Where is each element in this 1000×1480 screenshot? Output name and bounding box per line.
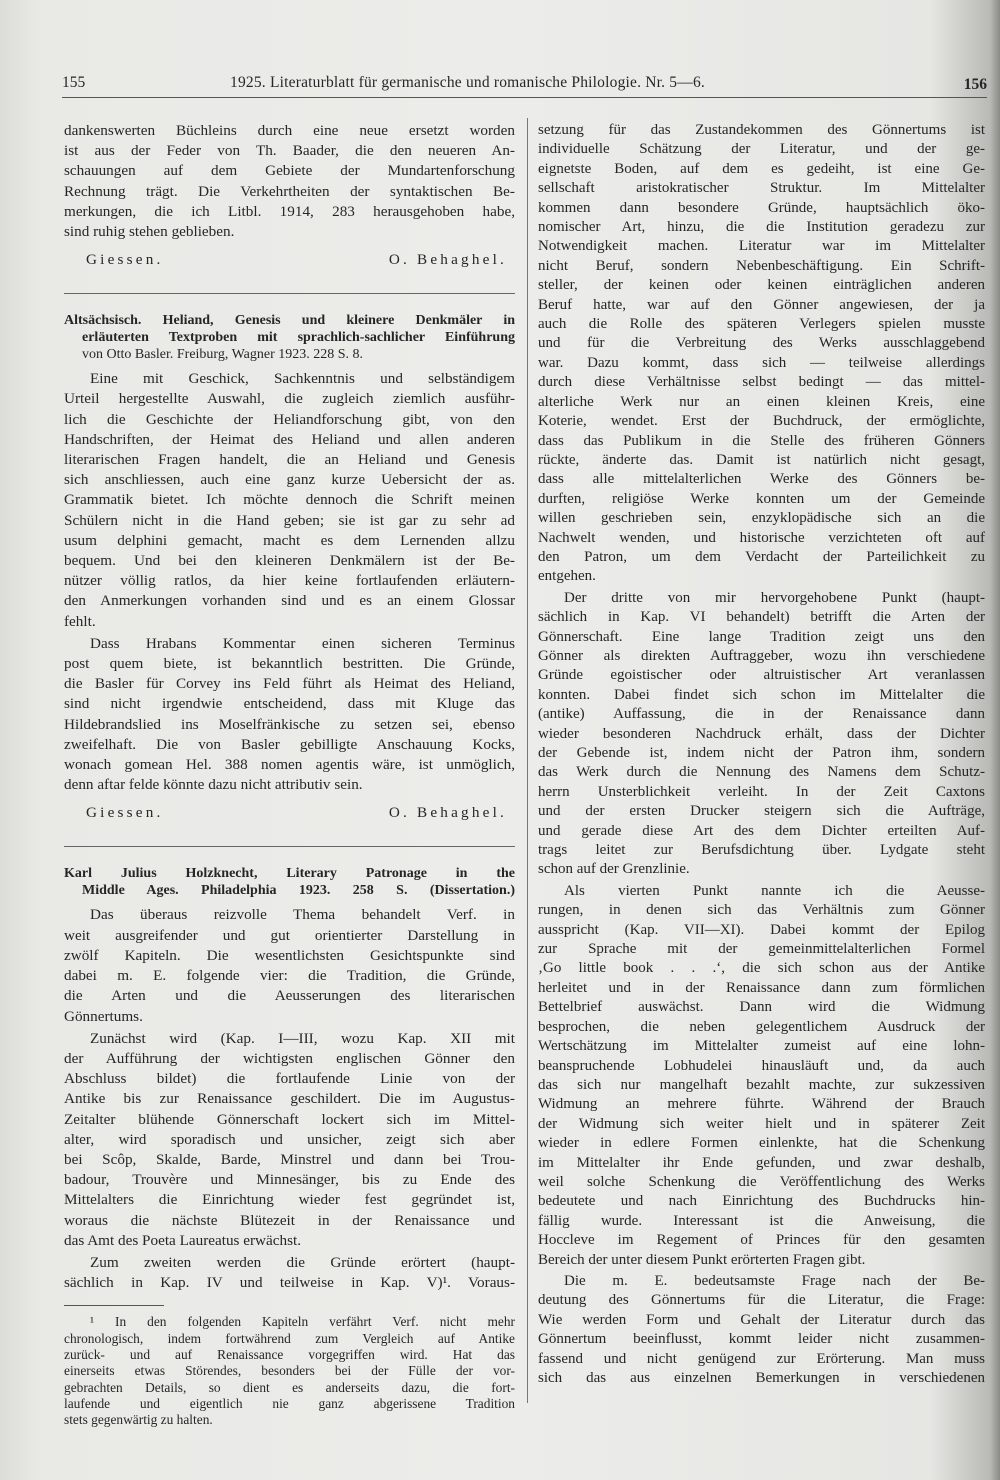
text-line: sind ruhig stehen geblieben.: [64, 223, 235, 241]
text-line: Gönner als direkten Auftraggeber, wozu ihn verschiedene: [538, 647, 985, 664]
page-number-left: 155: [62, 74, 86, 91]
signature-author: O. Behaghel.: [388, 804, 507, 822]
text-line: steller, der keinen oder keinen einträglichen anderen: [538, 277, 985, 294]
text-line: individuelle Schätzung der Literatur, und der ge-: [538, 141, 985, 158]
text-line: weit ausgreifender und gut orientierter Darstellung in: [64, 926, 515, 944]
text-line: herleitet und in der Renaissance dann zum förmlichen: [538, 979, 985, 996]
signature-place: Giessen.: [86, 251, 164, 269]
text-line: der Gebende ist, indem nicht der Patron ihm, sondern: [538, 745, 985, 761]
text-line: weil solche Schenkung die Veröffentlichung des Werks: [538, 1173, 985, 1190]
text-line: Wertschätzung im Mittelalter zumeist auf eine lohn-: [538, 1038, 985, 1055]
text-line: ausspricht (Kap. VII—XI). Dabei kommt der Epilog: [538, 921, 985, 938]
paragraph: [538, 589, 985, 880]
header-rule: [62, 97, 987, 98]
text-line: und für die Verbreitung des Werks ausschlaggebend: [538, 335, 985, 352]
text-line: Dass Hrabans Kommentar einen sicheren Terminus: [90, 634, 515, 652]
text-line: Gönnertum beeinflusst, kommt leider nicht zusammen-: [538, 1331, 985, 1348]
text-line: Nachwelt wenden, und historische verzichteten oft auf: [538, 529, 985, 546]
text-line: trags leitet zur Berufsdichtung über. Lydgate steht: [538, 842, 985, 859]
text-line: war. Dazu kommt, dass sich — teilweise allerdings: [538, 354, 985, 371]
section-rule: [64, 846, 515, 847]
footnote: [64, 1314, 515, 1428]
footnote-rule: [64, 1305, 164, 1306]
heading-line: Karl Julius Holzknecht, Literary Patronage in the: [64, 866, 515, 882]
text-line: willen geschrieben sein, enzyklopädische sich an die: [538, 510, 985, 527]
text-line: den Patron, um dem Verdacht der Parteilichkeit zu: [538, 548, 985, 565]
text-line: laufende und eigentlich nie ganz abgerissene Tradition: [64, 1395, 515, 1411]
text-line: die Basler für Corvey ins Feld führt als Heimat des Heliand,: [64, 675, 515, 693]
column-divider: [527, 118, 528, 1403]
text-line: sind nicht irgendwie entscheidend, dass mit Kluge das: [64, 695, 515, 713]
text-line: Widmung an mehrere führte. Während der Brauch: [538, 1096, 985, 1113]
text-line: den Anmerkungen vorhanden sind und es an einem Glossar: [64, 592, 515, 610]
section-rule: [64, 293, 515, 294]
text-line: entgehen.: [538, 568, 596, 585]
review-signature: [64, 797, 515, 824]
text-line: fällig wurde. Interessant ist die Anweisung, die: [538, 1212, 985, 1229]
text-line: und gerade diese Art des dem Dichter erteilten Auf-: [538, 822, 985, 839]
text-line: alterliche Werk nur an einen kleinen Kreis, eine: [538, 393, 985, 410]
text-line: das sich nur mangelhaft bezahlt machte, zur sukzessiven: [538, 1076, 985, 1093]
text-line: Schülern nicht in die Hand geben; sie ist gar zu sehr ad: [64, 511, 515, 529]
text-line: einerseits etwas Störendes, besonders bei der Fülle der vor-: [64, 1363, 515, 1379]
text-line: Zeitalter blühende Gönnerschaft lockert sich im Mittel-: [64, 1110, 515, 1128]
text-line: Bettelbrief auswächst. Dann wird die Widmung: [538, 999, 985, 1016]
text-line: durch diese Verhältnisse selbst bedingt — das mittel-: [538, 374, 985, 391]
text-line: Rechnung trägt. Die Verkehrtheiten der syntaktischen Be-: [64, 182, 515, 200]
paragraph: [64, 121, 515, 242]
text-line: setzung für das Zustandekommen des Gönnertums ist: [538, 122, 985, 138]
text-line: zurück- und auf Renaissance vorgegriffen wird. Hat das: [64, 1346, 515, 1362]
text-line: (antike) Auffassung, die in der Renaissance dann: [538, 706, 985, 723]
text-line: fehlt.: [64, 612, 96, 630]
text-line: fassend und nicht genügend zur Erörterung. Man muss: [538, 1350, 985, 1367]
text-line: dabei m. E. folgende vier: die Tradition, die Gründe,: [64, 967, 515, 985]
text-line: Abschluss bildet) die fortlaufende Linie von der: [64, 1070, 515, 1088]
text-line: Gründe egoistischer oder altruistischer Art veranlassen: [538, 667, 985, 684]
text-line: die Arten und die Aeusserungen des literarischen: [64, 987, 515, 1005]
text-line: nomischer Art, hinzu, die die Institution geradezu zur: [538, 219, 985, 236]
review-heading: [64, 312, 515, 363]
heading-line: Middle Ages. Philadelphia 1923. 258 S. (Dissertation.): [82, 883, 515, 899]
text-line: post quem biete, ist bekanntlich bestritten. Die Gründe,: [64, 655, 515, 673]
text-line: eignetste Boden, auf dem es gedeiht, ist eine Ge-: [538, 160, 985, 177]
text-line: Grammatik bietet. Ich möchte dennoch die Schrift meinen: [64, 491, 515, 509]
text-line: Gönnertums.: [64, 1007, 143, 1025]
review-heading: [64, 865, 515, 899]
text-line: ¹ In den folgenden Kapiteln verfährt Verf. nicht mehr: [90, 1314, 515, 1330]
text-line: sellschaft aristokratischer Struktur. Im Mittelalter: [538, 180, 985, 197]
text-line: der Widmung sich weiter hielt und in späterer Zeit: [538, 1115, 985, 1132]
text-line: bequem. Und bei den kleineren Denkmälern ist der Be-: [64, 552, 515, 570]
text-line: deutung des Gönnertums für die Literatur, die Frage:: [538, 1292, 985, 1309]
text-line: nützer völlig ratlos, da hier keine fortlaufenden erläutern-: [64, 572, 515, 590]
text-line: dass alle mittelalterlichen Werke des Gönners be-: [538, 471, 985, 488]
text-line: das Werk durch die Nennung des Namens dem Schutz-: [538, 764, 985, 781]
heading-line: erläuterten Textproben mit sprachlich-sachlicher Einführung: [82, 330, 515, 346]
text-line: gebrachten Details, so dient es anderseits dazu, die fort-: [64, 1379, 515, 1395]
text-line: kommen dann besondere Gründe, hauptsächlich öko-: [538, 199, 985, 216]
text-line: badour, Trouvère und Minnesänger, bis zu Ende des: [64, 1171, 515, 1189]
text-line: schon auf der Grenzlinie.: [538, 861, 690, 878]
paragraph: [538, 1272, 985, 1388]
text-line: Hoccleve im Regement of Princes für den gesamten: [538, 1232, 985, 1249]
text-line: literarischen Fragen handelt, die an Heliand und Genesis: [64, 451, 515, 469]
paragraph: [538, 882, 985, 1270]
text-line: herrn Unsterblichkeit verleiht. In der Zeit Caxtons: [538, 783, 985, 800]
text-line: Koterie, wendet. Erst der Buchdruck, der ermöglichte,: [538, 413, 985, 430]
text-line: denn aftar felde könnte dazu nicht attributiv sein.: [64, 776, 363, 794]
text-line: Das überaus reizvolle Thema behandelt Verf. in: [90, 906, 515, 924]
paragraph: [64, 369, 515, 632]
text-line: Die m. E. bedeutsamste Frage nach der Be-: [564, 1272, 985, 1289]
text-line: ‚Go little book . . .‘, die sich schon aus der Antike: [538, 960, 985, 977]
paragraph: [538, 121, 985, 587]
text-line: Urteil hergestellte Auswahl, die zugleich ziemlich ausführ-: [64, 390, 515, 408]
paragraph: [64, 634, 515, 796]
text-line: im Mittelalter ihr Ende gefunden, und zwar deshalb,: [538, 1154, 985, 1171]
text-line: merkungen, die ich Litbl. 1914, 283 herausgehoben habe,: [64, 202, 515, 220]
text-line: rungen, in denen sich das Verhältnis zum Gönner: [538, 902, 985, 919]
paragraph: [64, 1029, 515, 1251]
text-line: dankenswerten Büchleins durch eine neue ersetzt worden: [64, 122, 515, 139]
text-line: sächlich in Kap. VI behandelt) betrifft die Arten der: [538, 609, 985, 626]
text-line: sich anschliessen, auch eine ganz kurze Uebersicht der as.: [64, 471, 515, 489]
text-line: rückte, änderte das. Damit ist natürlich nicht gesagt,: [538, 451, 985, 468]
text-line: alter, wird sporadisch und unsicher, zeigt sich aber: [64, 1130, 515, 1148]
text-line: Wie werden Form und Gehalt der Literatur durch das: [538, 1311, 985, 1328]
review-signature: [64, 244, 515, 271]
text-line: Handschriften, der Heimat des Heliand und allen anderen: [64, 430, 515, 448]
paragraph: [64, 1253, 515, 1293]
text-line: woraus die nächste Blütezeit in der Renaissance und: [64, 1211, 515, 1229]
right-column: [538, 121, 985, 1390]
text-line: und der ersten Drucker steigern sich die Aufträge,: [538, 803, 985, 820]
text-line: Antike bis zur Renaissance geschildert. Die im Augustus-: [64, 1090, 515, 1108]
heading-line: Altsächsisch. Heliand, Genesis und kleinere Denkmäler in: [64, 313, 515, 329]
text-line: Bereich der unter diesem Punkt erörterten Fragen gibt.: [538, 1251, 866, 1268]
text-line: bedeutete und nach Einrichtung des Buchdrucks hin-: [538, 1193, 985, 1210]
text-line: Hildebrandslied ins Moselfränkische zu setzen sei, ebenso: [64, 715, 515, 733]
page-number-right: 156: [963, 76, 987, 93]
text-line: der Aufführung der wichtigsten englischen Gönner den: [64, 1049, 515, 1067]
text-line: zur Sprache mit der gemeinmittelalterlichen Formel: [538, 941, 985, 958]
text-line: Der dritte von mir hervorgehobene Punkt (haupt-: [564, 589, 985, 606]
signature-place: Giessen.: [86, 804, 164, 822]
text-line: wieder in edlere Formen einlenkte, hat die Schenkung: [538, 1135, 985, 1152]
text-line: bei Scôp, Skalde, Barde, Minstrel und dann bei Trou-: [64, 1150, 515, 1168]
left-column: [64, 121, 515, 1428]
text-line: Notwendigkeit machen. Literatur war im Mittelalter: [538, 238, 985, 255]
text-line: Gönnerschaft. Eine lange Tradition zeigt uns den: [538, 628, 985, 645]
text-line: dass das Publikum in die Stelle des früheren Gönners: [538, 432, 985, 449]
text-line: ist aus der Feder von Th. Baader, die den neueren An-: [64, 142, 515, 160]
text-line: besprochen, die neben gelegentlichem Ausdruck der: [538, 1018, 985, 1035]
text-line: wonach gomean Hel. 388 nomen agentis wäre, ist unmöglich,: [64, 756, 515, 774]
text-line: zwölf Kapiteln. Die wesentlichsten Gesichtspunkte sind: [64, 946, 515, 964]
text-line: zweifelhaft. Die von Basler gebilligte Anschauung Kocks,: [64, 735, 515, 753]
running-header: [62, 74, 987, 96]
text-line: nicht Beruf, sondern Nebenbeschäftigung. Ein Schrift-: [538, 257, 985, 274]
journal-title: 1925. Literaturblatt für germanische und romanische Philologie. Nr. 5—6.: [230, 74, 705, 91]
text-line: konnten. Dabei findet sich schon im Mittelalter die: [538, 686, 985, 703]
paragraph: [64, 905, 515, 1026]
text-line: schauungen auf dem Gebiete der Mundartenforschung: [64, 162, 515, 180]
text-line: auch die Rolle des späteren Verlegers spielen musste: [538, 316, 985, 333]
heading-publication: von Otto Basler. Freiburg, Wagner 1923. 228 S. 8.: [82, 347, 364, 363]
text-line: lich die Geschichte der Heliandforschung gibt, von den: [64, 410, 515, 428]
text-line: Zum zweiten werden die Gründe erörtert (haupt-: [90, 1253, 515, 1271]
text-line: Beruf hatte, war auf den Gönner angewiesen, der ja: [538, 296, 985, 313]
text-line: sächlich in Kap. IV und teilweise in Kap. V)¹. Voraus-: [64, 1274, 515, 1292]
text-line: durften, religiöse Werke konnten um der Gemeinde: [538, 490, 985, 507]
text-line: chronologisch, indem fortwährend zum Vergleich auf Antike: [64, 1330, 515, 1346]
text-line: usum delphini gemacht, macht es dem Lernenden allzu: [64, 531, 515, 549]
text-line: sich das aus einzelnen Bemerkungen in verschiedenen: [538, 1370, 985, 1386]
text-line: das Amt des Poeta Laureatus erwächst.: [64, 1231, 302, 1249]
text-line: beanspruchende Lobhudelei hinausläuft und, da auch: [538, 1057, 985, 1074]
text-line: stets gegenwärtig zu halten.: [64, 1412, 213, 1428]
signature-author: O. Behaghel.: [388, 251, 507, 269]
text-line: Zunächst wird (Kap. I—III, wozu Kap. XII mit: [90, 1029, 515, 1047]
text-line: Als vierten Punkt nannte ich die Aeusse-: [564, 882, 985, 899]
text-line: Eine mit Geschick, Sachkenntnis und selbständigem: [90, 370, 515, 388]
text-line: Mittelalters die Einrichtung wieder fest gegründet ist,: [64, 1191, 515, 1209]
text-line: wieder besonderen Nachdruck erhält, dass der Dichter: [538, 725, 985, 742]
